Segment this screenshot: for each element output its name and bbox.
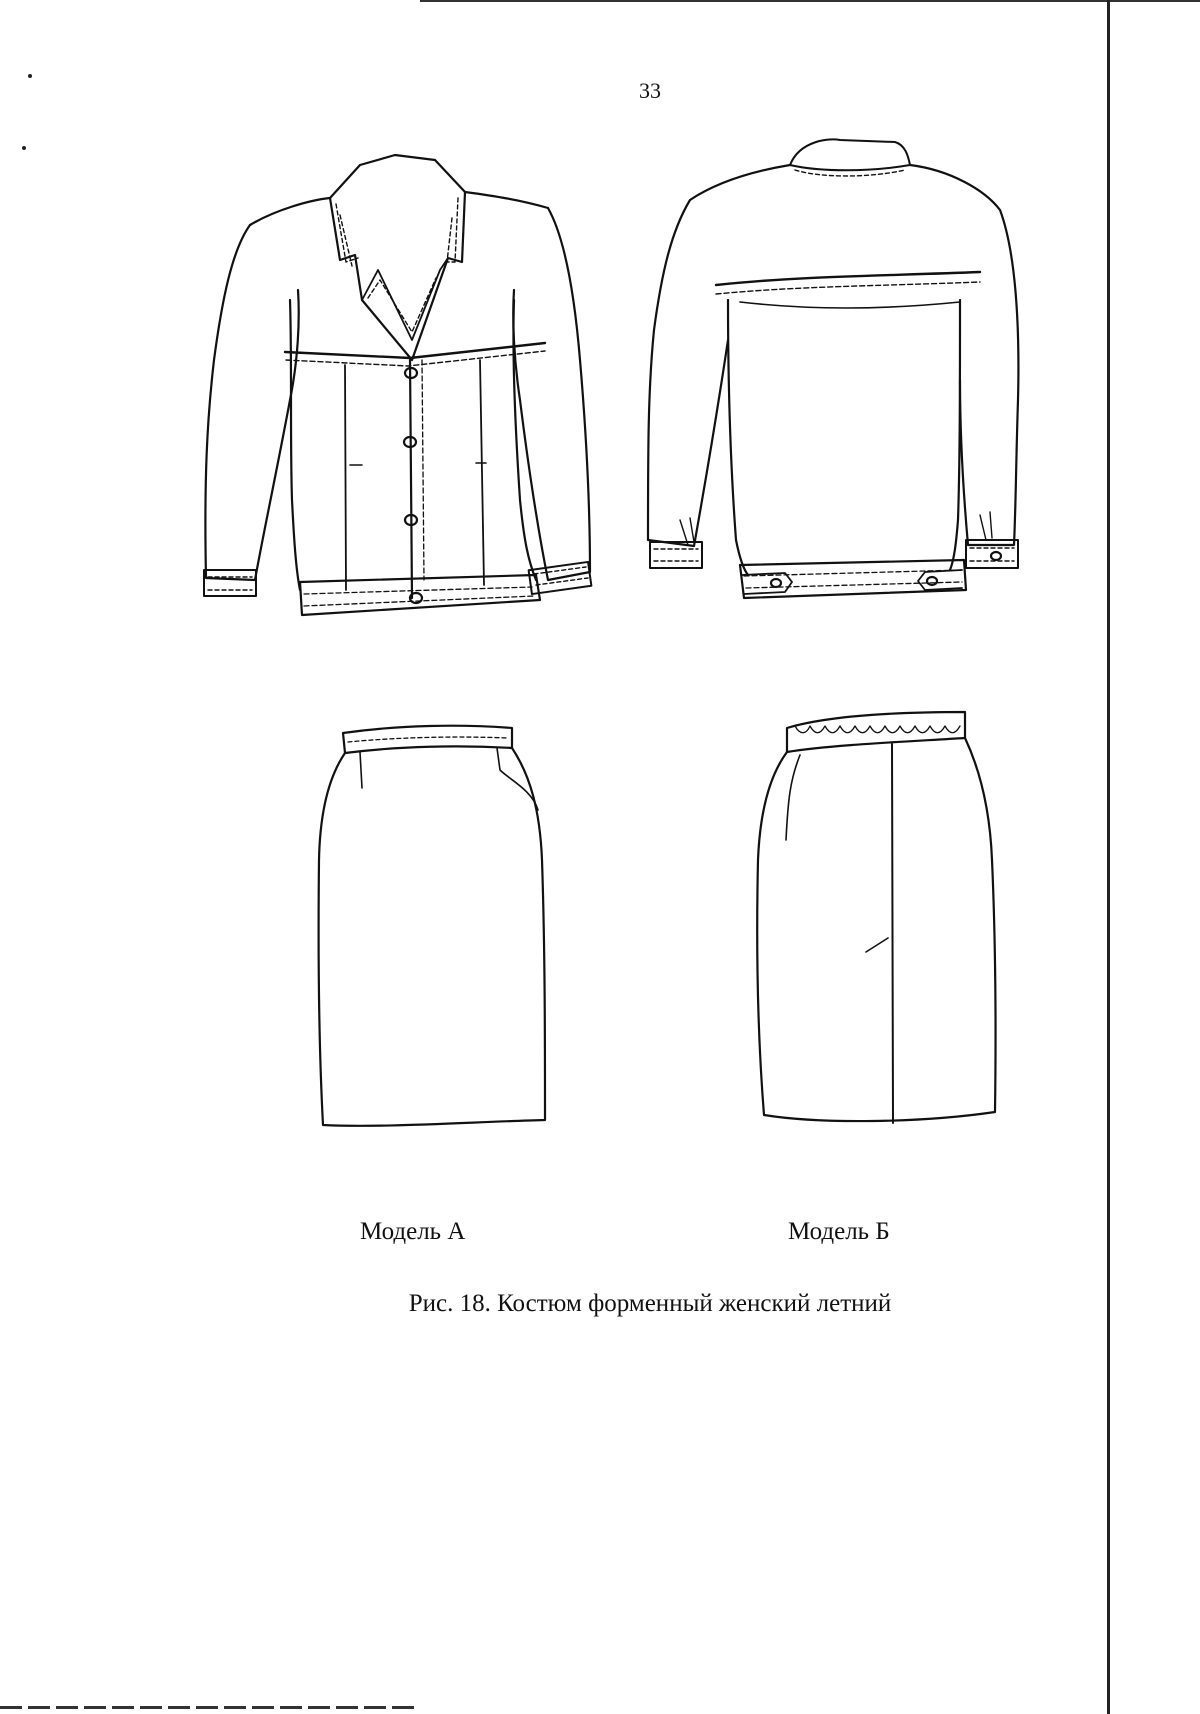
button — [927, 577, 937, 585]
page-number: 33 — [639, 78, 661, 103]
jacket-front-left-cuff — [204, 570, 256, 596]
jacket-back-illustration — [648, 139, 1018, 598]
jacket-front-body — [250, 155, 548, 225]
figure-caption: Рис. 18. Костюм форменный женский летний — [408, 1290, 892, 1317]
jacket-front-collar — [330, 192, 465, 360]
skirt-b-body — [757, 738, 995, 1121]
skirt-a-body — [319, 748, 545, 1126]
jacket-back-right-sleeve — [910, 165, 1018, 545]
jacket-front-left-sleeve — [205, 225, 298, 580]
skirt-b-center-seam — [892, 744, 893, 1123]
model-a-label: Модель А — [360, 1218, 466, 1245]
waistband-tab — [918, 570, 962, 590]
jacket-back-collar — [790, 139, 910, 165]
jacket-front-right-sleeve — [513, 208, 590, 580]
skirt-a-illustration — [319, 726, 545, 1126]
jacket-back-left-sleeve — [648, 165, 790, 546]
jacket-front-illustration — [204, 155, 591, 615]
model-b-label: Модель Б — [788, 1218, 890, 1245]
button — [771, 579, 781, 587]
skirt-a-waistband — [343, 726, 512, 753]
skirt-b-illustration — [757, 712, 995, 1123]
